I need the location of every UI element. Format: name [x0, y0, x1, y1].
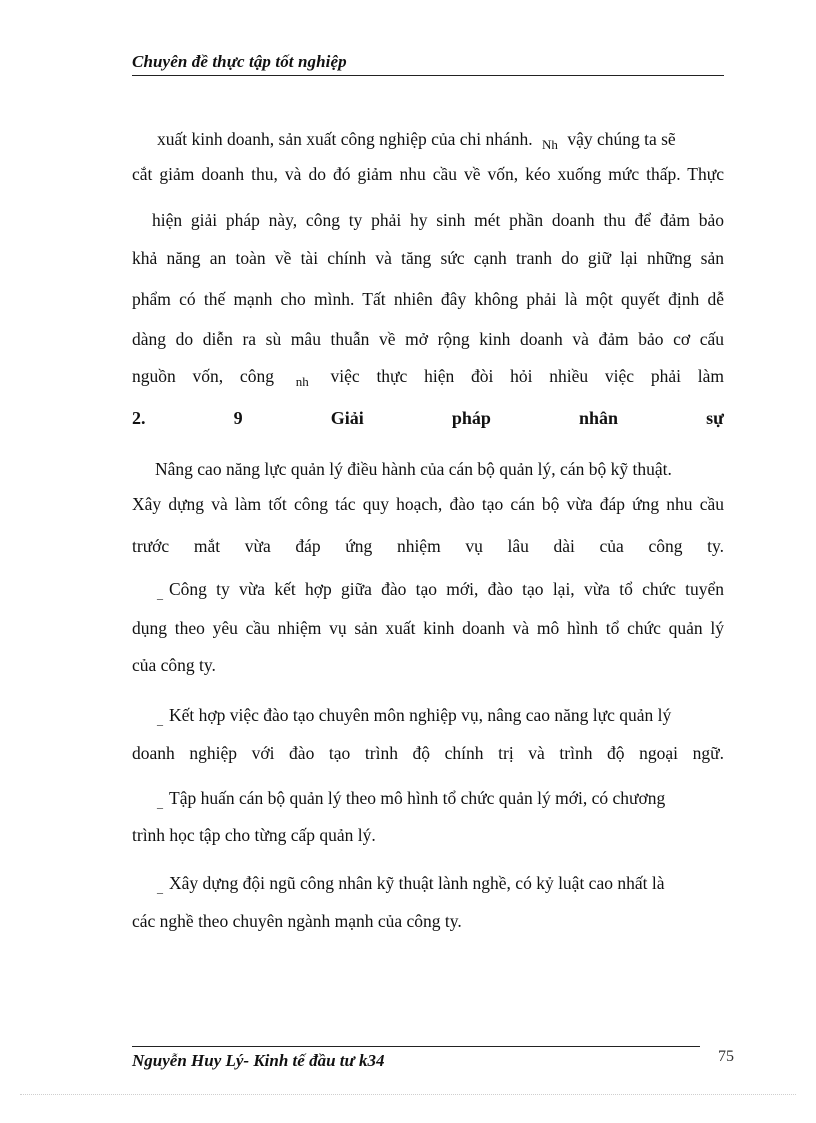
bullet-line	[157, 704, 724, 728]
text-segment: Xây dựng đội ngũ công nhân kỹ thuật lành nghề, có kỷ luật cao nhất là	[169, 873, 665, 893]
paragraph-line: dụng theo yêu cầu nhiệm vụ sản xuất kinh doanh và mô hình tổ chức quản lý	[132, 618, 724, 638]
paragraph-line: khả năng an toàn về tài chính và tăng sức cạnh tranh do giữ lại những sản	[132, 248, 724, 268]
heading-word: Giải	[330, 408, 364, 428]
footer-author: Nguyễn Huy Lý- Kinh tế đầu tư k34	[132, 1051, 385, 1070]
heading-number: 2.	[132, 408, 146, 428]
page-footer	[132, 1046, 700, 1071]
page-bottom-divider	[20, 1094, 796, 1095]
bullet-line	[157, 787, 724, 811]
text-segment: xuất kinh doanh, sản xuất công nghiệp của chi nhánh.	[157, 129, 533, 149]
bullet-dash: _	[157, 881, 163, 895]
text-segment: nguồn vốn, công	[132, 366, 274, 386]
heading-subnumber: 9	[233, 408, 243, 428]
paragraph-line: hiện giải pháp này, công ty phải hy sinh mét phần doanh thu để đảm bảo	[152, 210, 724, 230]
section-heading	[132, 408, 724, 429]
bullet-dash: _	[157, 796, 163, 810]
text-fragment: nh	[295, 374, 309, 389]
text-segment: Công ty vừa kết hợp giữa đào tạo mới, đào tạo lại, vừa tổ chức tuyển	[169, 579, 724, 599]
paragraph-line: dàng do diễn ra sù mâu thuẫn về mở rộng kinh doanh và đảm bảo cơ cấu	[132, 329, 724, 349]
paragraph-line: phẩm có thế mạnh cho mình. Tất nhiên đây không phải là một quyết định dễ	[132, 289, 724, 309]
bullet-dash: _	[157, 713, 163, 727]
text-fragment: Nh	[542, 137, 558, 152]
bullet-dash: _	[157, 587, 163, 601]
heading-word: nhân	[579, 408, 619, 428]
text-segment: vậy chúng ta sẽ	[567, 129, 676, 149]
page-header	[132, 52, 724, 76]
bullet-line	[157, 578, 724, 602]
header-title: Chuyên đề thực tập tốt nghiệp	[132, 52, 347, 71]
text-segment: Kết hợp việc đào tạo chuyên môn nghiệp vụ, nâng cao năng lực quản lý	[169, 705, 672, 725]
paragraph-line: doanh nghiệp với đào tạo trình độ chính trị và trình độ ngoại ngữ.	[132, 743, 724, 763]
paragraph-line: trình học tập cho từng cấp quản lý.	[132, 825, 376, 845]
heading-word: pháp	[451, 408, 491, 428]
bullet-line	[157, 872, 724, 896]
page-number: 75	[718, 1048, 734, 1065]
heading-word: sự	[706, 408, 724, 428]
text-segment: việc thực hiện đòi hỏi nhiều việc phải làm	[330, 366, 724, 386]
paragraph-line: Xây dựng và làm tốt công tác quy hoạch, đào tạo cán bộ vừa đáp ứng nhu cầu	[132, 494, 724, 514]
paragraph-line: các nghề theo chuyên ngành mạnh của công ty.	[132, 911, 462, 931]
paragraph-line	[157, 128, 724, 152]
paragraph-line: cắt giảm doanh thu, và do đó giảm nhu cầu về vốn, kéo xuống mức thấp. Thực	[132, 164, 724, 184]
paragraph-line	[132, 365, 724, 389]
paragraph-line: của công ty.	[132, 655, 216, 675]
paragraph-line: trước mắt vừa đáp ứng nhiệm vụ lâu dài của công ty.	[132, 536, 724, 556]
paragraph-line: Nâng cao năng lực quản lý điều hành của cán bộ quản lý, cán bộ kỹ thuật.	[155, 459, 672, 479]
text-segment: Tập huấn cán bộ quản lý theo mô hình tổ chức quản lý mới, có chương	[169, 788, 666, 808]
